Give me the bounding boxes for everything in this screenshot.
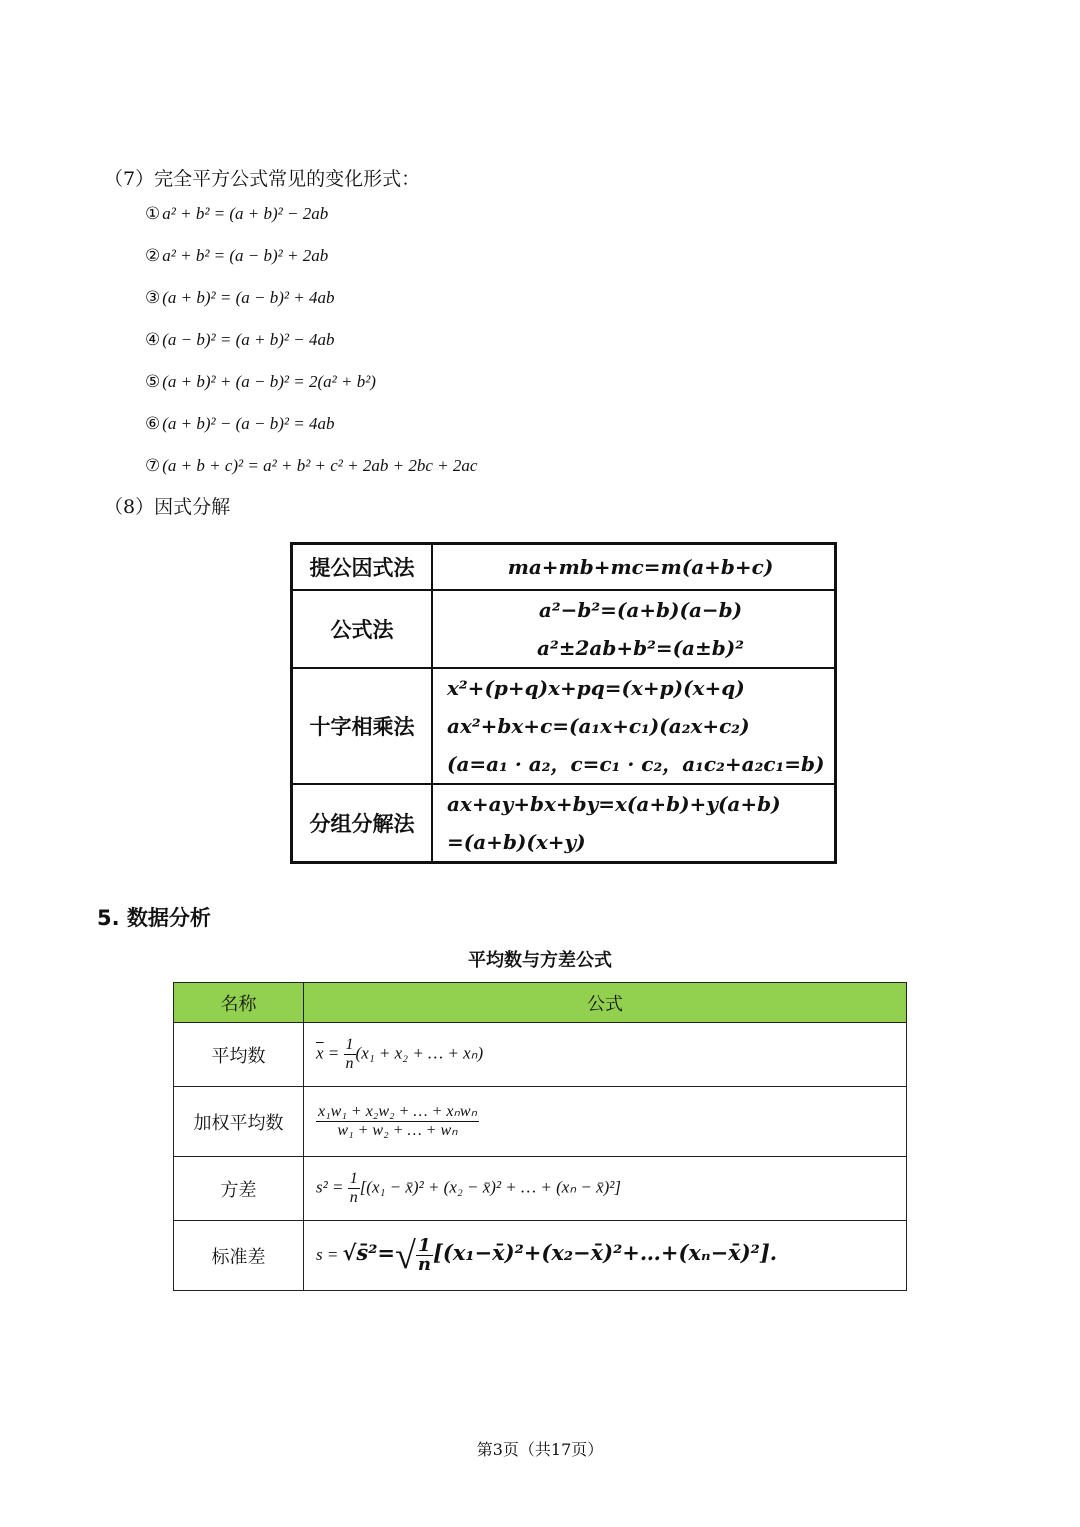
table-row — [174, 1023, 907, 1087]
table-row — [174, 1157, 907, 1221]
col-name-header: 名称 — [174, 983, 304, 1023]
method-cell: 十字相乘法 — [292, 668, 433, 784]
formula-1: ① a² + b² = (a + b)² − 2ab — [145, 204, 329, 224]
weighted-formula: $\frac{\text{x₁w₁ + x₂w₂ + … + xₙwₙ}}{\text{w₁ + w₂ + … + wₙ}}$ — [304, 1087, 907, 1157]
method-cell: 公式法 — [292, 590, 433, 668]
formula-6: ⑥ (a + b)² − (a − b)² = 4ab — [145, 414, 335, 434]
formula-2: ② a² + b² = (a − b)² + 2ab — [145, 246, 329, 266]
row-name: 加权平均数 — [174, 1087, 304, 1157]
section5-heading: 5. 数据分析 — [97, 906, 211, 930]
row-name: 方差 — [174, 1157, 304, 1221]
row-name: 标准差 — [174, 1221, 304, 1291]
table-row — [292, 544, 836, 590]
factorization-table — [290, 542, 837, 864]
table-header-row — [174, 983, 907, 1023]
formula-cell: ax+ay+bx+by=x(a+b)+y(a+b) =(a+b)(x+y) — [432, 784, 836, 863]
table-row — [292, 668, 836, 784]
section8-heading: （8）因式分解 — [104, 496, 231, 518]
formula-cell: a²−b²=(a+b)(a−b) a²±2ab+b²=(a±b)² — [432, 590, 836, 668]
formula-cell: x²+(p+q)x+pq=(x+p)(x+q) ax²+bx+c=(a₁x+c₁)(a₂x+c₂) (a=a₁ · a₂，c=c₁ · c₂，a₁c₂+a₂c₁=b) — [432, 668, 836, 784]
section7-heading: （7）完全平方公式常见的变化形式： — [104, 168, 421, 190]
mean-formula: $\overline{x}$ = $\frac{1}{n}$ (x₁ + x₂ + … + xₙ) — [304, 1023, 907, 1087]
std-formula: s = √s̄²=√ $\frac{1}{n}$ [(x₁−x̄)²+(x₂−x̄)²+…+(xₙ−x̄)²]. — [304, 1221, 907, 1291]
table-row — [174, 1221, 907, 1291]
formula-cell: ma+mb+mc=m(a+b+c) — [432, 544, 836, 590]
variance-formula: s² = $\frac{1}{n}$ [(x₁ − x̄)² + (x₂ − x̄)² + … + (xₙ − x̄)²] — [304, 1157, 907, 1221]
formula-5: ⑤ (a + b)² + (a − b)² = 2(a² + b²) — [145, 372, 376, 392]
page-footer: 第3页（共17页） — [476, 1440, 604, 1459]
formula-4: ④ (a − b)² = (a + b)² − 4ab — [145, 330, 335, 350]
table-row — [292, 784, 836, 863]
formula-7: ⑦ (a + b + c)² = a² + b² + c² + 2ab + 2bc + 2ac — [145, 456, 478, 476]
method-cell: 分组分解法 — [292, 784, 433, 863]
statistics-table — [173, 982, 907, 1291]
row-name: 平均数 — [174, 1023, 304, 1087]
formula-3: ③ (a + b)² = (a − b)² + 4ab — [145, 288, 335, 308]
col-formula-header: 公式 — [304, 983, 907, 1023]
table-row — [292, 590, 836, 668]
table-row — [174, 1087, 907, 1157]
table-caption: 平均数与方差公式 — [468, 950, 612, 971]
method-cell: 提公因式法 — [292, 544, 433, 590]
